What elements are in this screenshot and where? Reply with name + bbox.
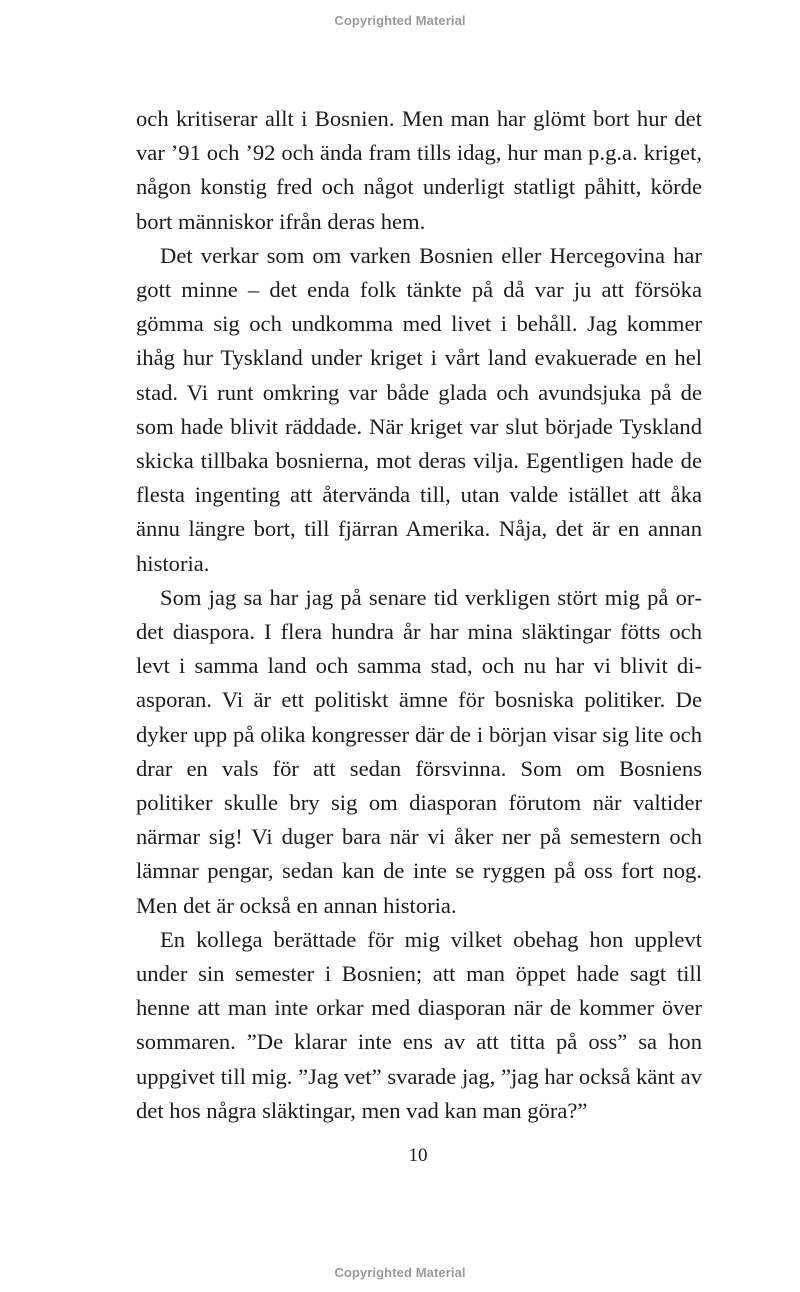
book-page-text [136,102,702,1128]
paragraph-1: och kritiserar allt i Bosnien. Men man har glömt bort hur det var ’91 och ’92 och ända fram tills idag, hur man p.g.a. kriget, någon konstig fred och något underligt statligt påhitt, körde bort människor ifrån deras hem. [136,106,702,234]
copyright-watermark-top: Copyrighted Material [334,13,466,28]
page-number: 10 [408,1145,428,1166]
paragraph-4: En kollega berättade för mig vilket obehag hon upplevt under sin semester i Bosnien; att man öppet hade sagt till henne att man inte orkar med diasporan när de kommer över sommaren. ”De klarar inte ens av att titta på oss” sa hon uppgivet till mig. ”Jag vet” svarade jag, ”jag har också känt av det hos några släktingar, men vad kan man göra?” [136,926,702,1123]
copyright-watermark-bottom: Copyrighted Material [334,1265,466,1280]
paragraph-2: Det verkar som om varken Bosnien eller Hercegovina har gott minne – det enda folk tänkte på då var ju att försöka gömma sig och undkomma med livet i behåll. Jag kommer ihåg hur Tyskland under kriget i vårt land evakuerade en hel stad. Vi runt omkring var både glada och avundsjuka på de som hade blivit räddade. När kriget var slut började Tyskland skicka tillbaka bosnierna, mot deras vilja. Egentligen hade de flesta ingenting att återvända till, utan valde istället att åka ännu längre bort, till fjärran Amerika. Nåja, det är en annan historia. [136,242,702,576]
paragraph-3: Som jag sa har jag på senare tid verkligen stört mig på ordet diaspora. I flera hundra år har mina släktingar fötts och levt i samma land och samma stad, och nu har vi blivit diasporan. Vi är ett politiskt ämne för bosniska politiker. De dyker upp på olika kongresser där de i början visar sig lite och drar en vals för att sedan försvinna. Som om Bosniens politiker skulle bry sig om diasporan förutom när valtider närmar sig! Vi duger bara när vi åker ner på semestern och lämnar pengar, sedan kan de inte se ryggen på oss fort nog. Men det är också en annan historia. [136,584,702,918]
